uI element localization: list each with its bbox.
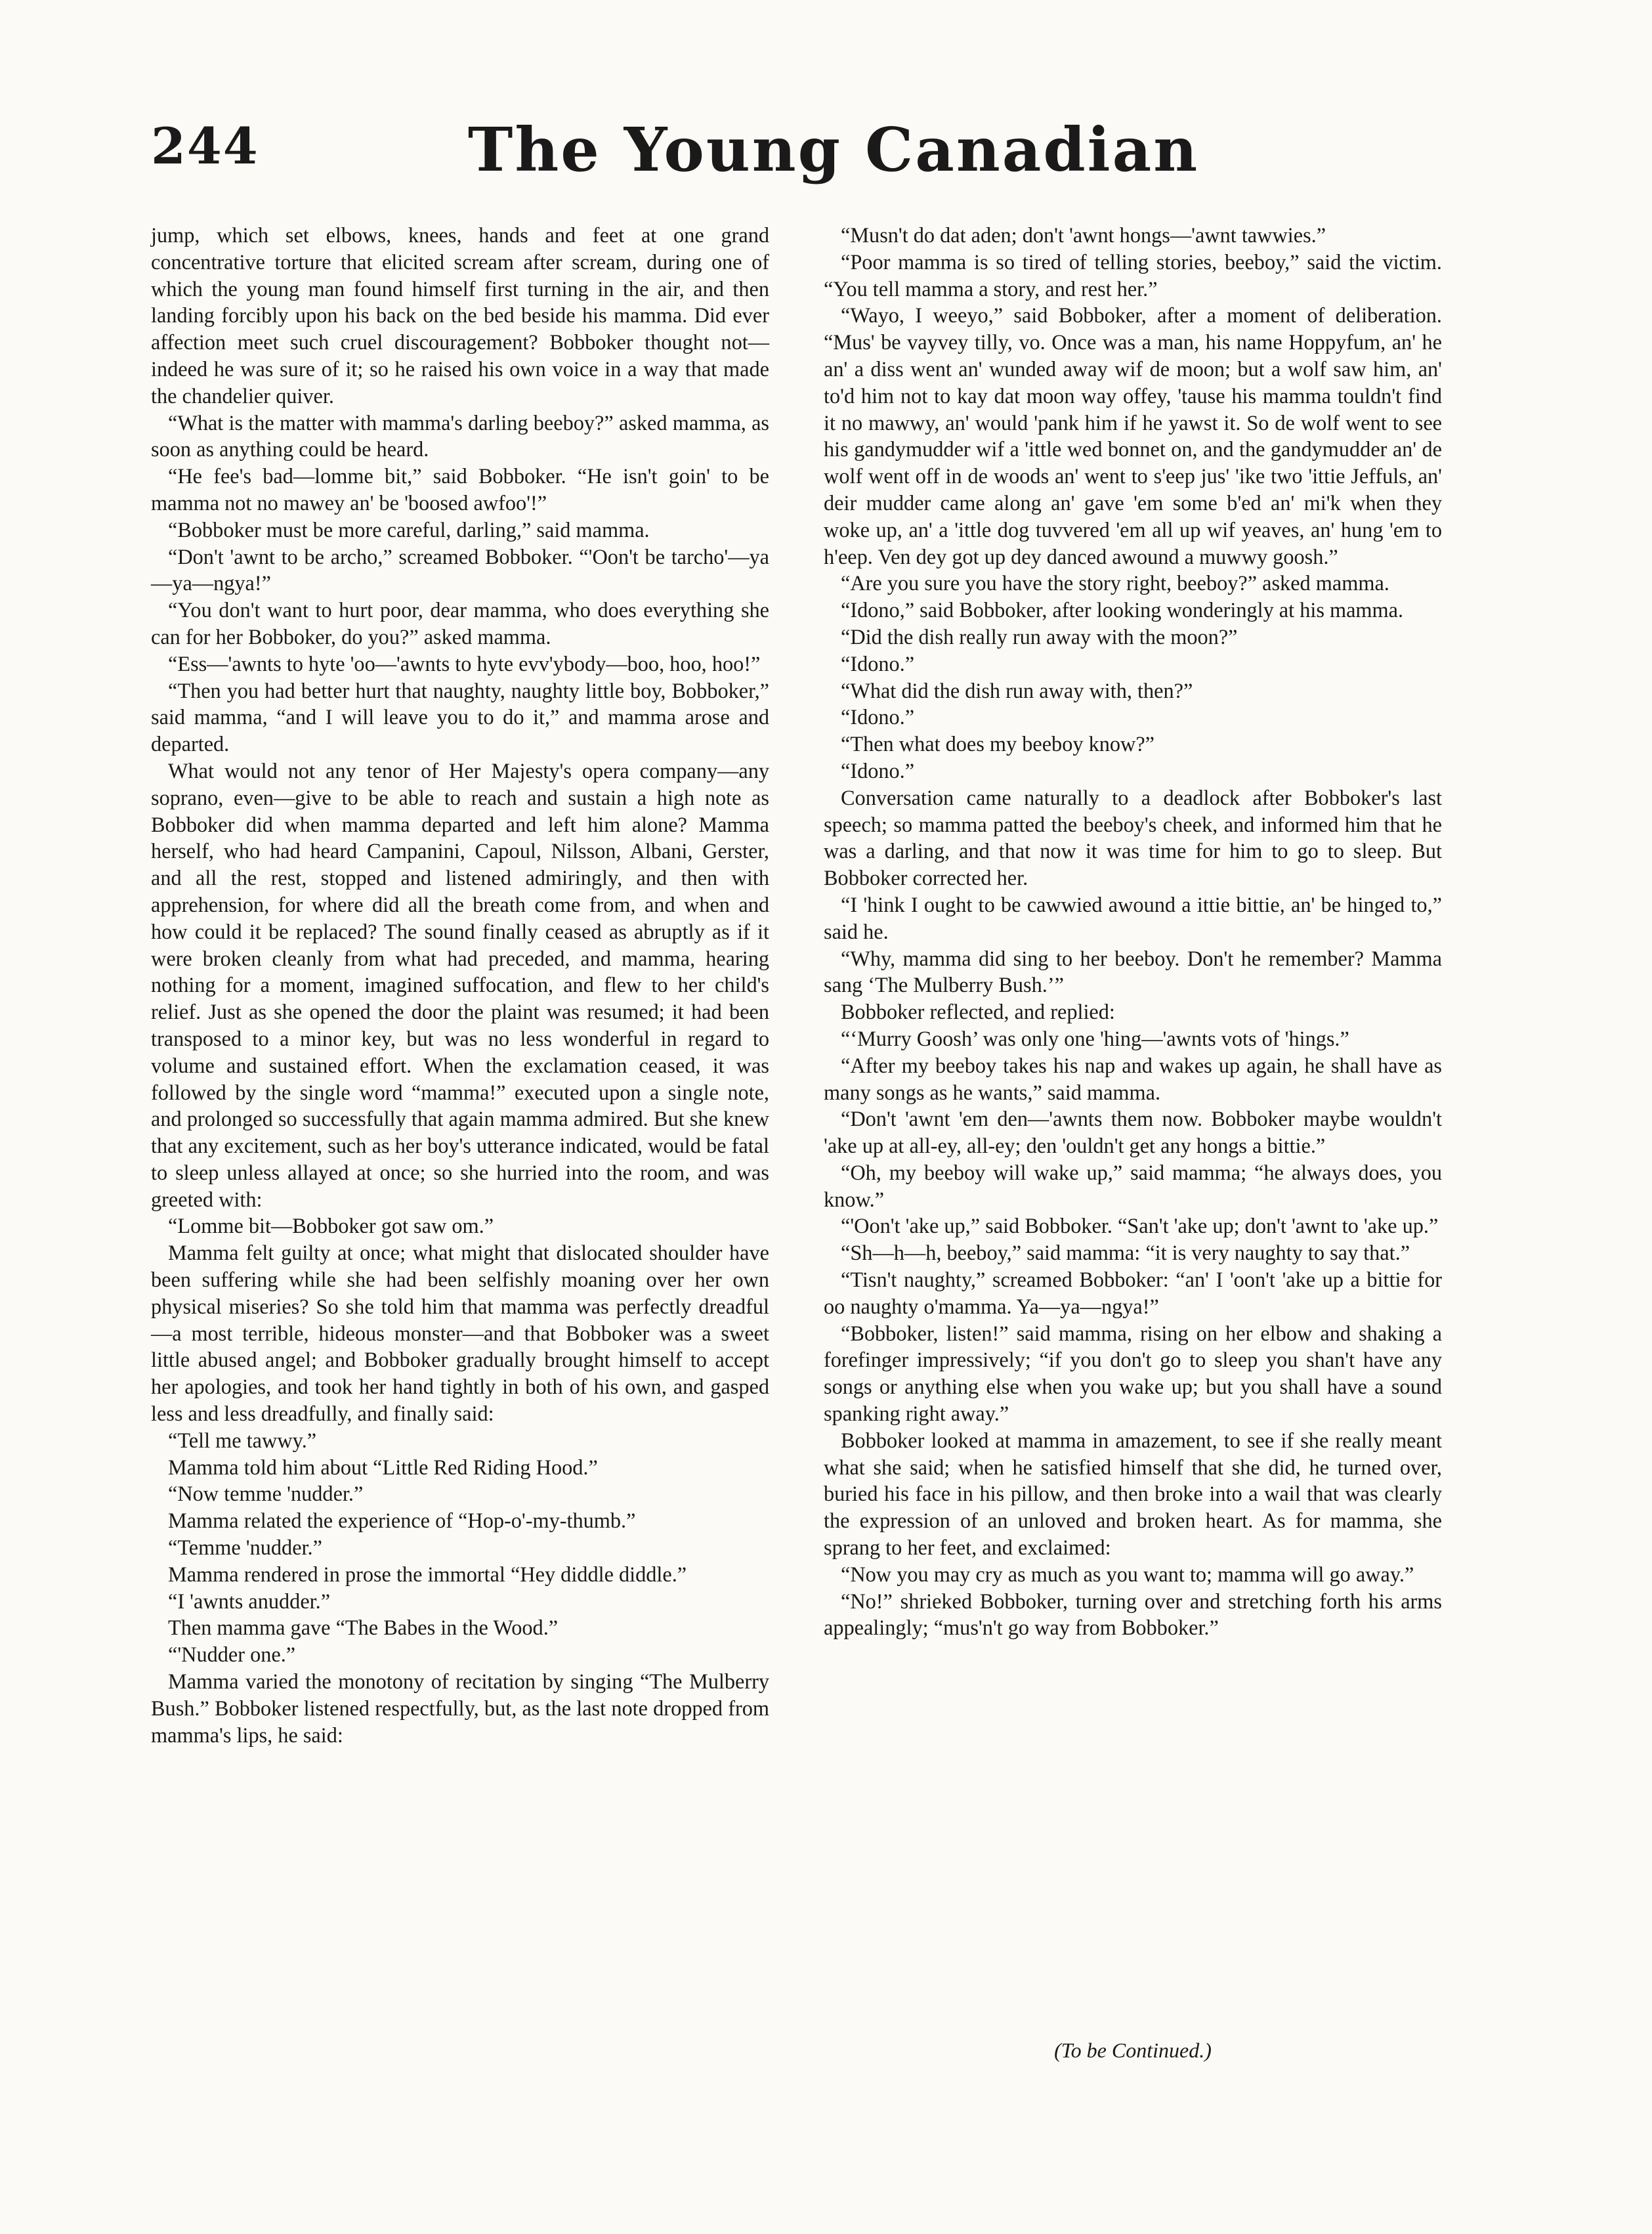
paragraph: “Don't 'awnt to be archo,” screamed Bobboker. “'Oon't be tarcho'—ya—ya—ngya!” <box>151 544 769 595</box>
paragraph: “'Nudder one.” <box>168 1643 296 1667</box>
paragraph: “Idono,” said Bobboker, after looking wonderingly at his mamma. <box>841 598 1404 622</box>
paragraph: “You don't want to hurt poor, dear mamma, who does everything she can for her Bobboker, do you?” asked mamma. <box>151 598 769 649</box>
paragraph: “I 'awnts anudder.” <box>168 1589 331 1613</box>
paragraph: Conversation came naturally to a deadlock after Bobboker's last speech; so mamma patted the beeboy's cheek, and informed him that he was a darling, and that now it was time for him to go to sleep. But Bobboker corrected her. <box>824 785 1442 890</box>
paragraph: “I 'hink I ought to be cawwied awound a ittie bittie, an' be hinged to,” said he. <box>824 892 1442 943</box>
paragraph: “‘Murry Goosh’ was only one 'hing—'awnts vots of 'hings.” <box>841 1026 1349 1050</box>
paragraph: Then mamma gave “The Babes in the Wood.” <box>168 1616 559 1640</box>
paragraph: jump, which set elbows, knees, hands and feet at one grand concentrative torture that elicited scream after scream, during one of which the young man found himself first turning in the air, and then landing forcibly upon his back on the bed beside his mamma. Did ever affection meet such cruel discouragement? Bobboker thought not—indeed he was sure of it; so he raised his own voice in a way that made the chandelier quiver. <box>151 223 769 408</box>
paragraph: “Don't 'awnt 'em den—'awnts them now. Bobboker maybe wouldn't 'ake up at all-ey, all-ey; den 'ouldn't get any hongs a bittie.” <box>824 1107 1442 1158</box>
paragraph: “Idono.” <box>841 758 915 783</box>
paragraph: “He fee's bad—lomme bit,” said Bobboker. “He isn't goin' to be mamma not no mawey an' be 'boosed awfoo'!” <box>151 464 769 515</box>
paragraph: What would not any tenor of Her Majesty's opera company—any soprano, even—give to be able to reach and sustain a high note as Bobboker did when mamma departed and left him alone? Mamma herself, who had heard Campanini, Capoul, Nilsson, Albani, Gerster, and all the rest, stopped and listened admiringly, and then with apprehension, for where did all the breath come from, and when and how could it be replaced? The sound finally ceased as abruptly as if it were broken cleanly from what had preceded, and mamma, hearing nothing for a moment, imagined suffocation, and flew to her child's relief. Just as she opened the door the plaint was resumed; it had been transposed to a minor key, but was no less wonderful in regard to volume and sustained effort. When the exclamation ceased, it was followed by the single word “mamma!” executed upon a single note, and prolonged so successfully that again mamma admired. But she knew that any excitement, such as her boy's utterance indicated, would be fatal to sleep unless allayed at once; so she hurried into the room, and was greeted with: <box>151 758 769 1211</box>
paragraph: “Why, mamma did sing to her beeboy. Don't he remember? Mamma sang ‘The Mulberry Bush.’” <box>824 946 1442 997</box>
paragraph: “'Oon't 'ake up,” said Bobboker. “San't 'ake up; don't 'awnt to 'ake up.” <box>841 1214 1439 1238</box>
paragraph: Mamma related the experience of “Hop-o'-my-thumb.” <box>168 1509 636 1533</box>
paragraph: “Musn't do dat aden; don't 'awnt hongs—'awnt tawwies.” <box>841 223 1326 247</box>
left-column <box>151 222 769 1748</box>
paragraph: “Wayo, I weeyo,” said Bobboker, after a moment of deliberation. “Mus' be vayvey tilly, vo. Once was a man, his name Hoppyfum, an' he an' a diss went an' wunded away wif de moon; but a wolf saw him, an' to'd him not to kay dat moon way offey, 'tause his mamma touldn't find it no mawwy, an' would 'pank him if he yawst it. So de wolf went to see his gandymudder wif a 'ittle wed bonnet on, and the gandymudder an' de wolf went off in de woods an' went to s'eep jus' 'ike two 'ittie Jeffuls, an' deir mudder came along an' gave 'em some b'ed an' mi'k when they woke up, an' a 'ittle dog tuvvered 'em all up wif yeaves, an' hung 'em to h'eep. Ven dey got up dey danced awound a muwwy goosh.” <box>824 303 1442 569</box>
paragraph: “Did the dish really run away with the moon?” <box>841 624 1238 649</box>
paragraph: “Poor mamma is so tired of telling stories, beeboy,” said the victim. “You tell mamma a story, and rest her.” <box>824 249 1442 301</box>
paragraph: Bobboker looked at mamma in amazement, to see if she really meant what she said; when he satisfied himself that she did, he turned over, buried his face in his pillow, and then broke into a wail that was clearly the expression of an unloved and broken heart. As for mamma, she sprang to her feet, and exclaimed: <box>824 1428 1442 1560</box>
paragraph: “What did the dish run away with, then?” <box>841 678 1193 702</box>
paragraph: Bobboker reflected, and replied: <box>841 1000 1115 1024</box>
paragraph: “Ess—'awnts to hyte 'oo—'awnts to hyte evv'ybody—boo, hoo, hoo!” <box>168 651 761 676</box>
paragraph: “Lomme bit—Bobboker got saw om.” <box>168 1214 494 1238</box>
page-number: 244 <box>151 117 259 175</box>
paragraph: “Idono.” <box>841 651 915 676</box>
right-column <box>824 222 1442 1641</box>
paragraph: “Bobboker, listen!” said mamma, rising on her elbow and shaking a forefinger impressively; “if you don't go to sleep you shan't have any songs or anything else when you wake up; but you shall have a sound spanking right away.” <box>824 1321 1442 1426</box>
paragraph: “What is the matter with mamma's darling beeboy?” asked mamma, as soon as anything could be heard. <box>151 410 769 462</box>
paragraph: “After my beeboy takes his nap and wakes up again, he shall have as many songs as he wants,” said mamma. <box>824 1053 1442 1104</box>
paragraph: “No!” shrieked Bobboker, turning over and stretching forth his arms appealingly; “mus'n't go way from Bobboker.” <box>824 1589 1442 1640</box>
paragraph: Mamma rendered in prose the immortal “Hey diddle diddle.” <box>168 1562 687 1586</box>
paragraph: “Sh—h—h, beeboy,” said mamma: “it is very naughty to say that.” <box>841 1241 1410 1265</box>
paragraph: “Oh, my beeboy will wake up,” said mamma; “he always does, you know.” <box>824 1160 1442 1211</box>
to-be-continued-note: (To be Continued.) <box>1054 2038 1212 2062</box>
paragraph: “Now you may cry as much as you want to; mamma will go away.” <box>841 1562 1414 1586</box>
paragraph: “Then what does my beeboy know?” <box>841 732 1155 756</box>
paragraph: Mamma told him about “Little Red Riding Hood.” <box>168 1455 598 1479</box>
paragraph: “Temme 'nudder.” <box>168 1536 322 1560</box>
page-header <box>151 114 1516 189</box>
masthead-title: The Young Canadian <box>467 114 1200 185</box>
paragraph: “Idono.” <box>841 705 915 729</box>
paragraph: “Are you sure you have the story right, beeboy?” asked mamma. <box>841 571 1389 595</box>
paragraph: Mamma felt guilty at once; what might that dislocated shoulder have been suffering while she had been selfishly moaning over her own physical miseries? So she told him that mamma was perfectly dreadful—a most terrible, hideous monster—and that Bobboker was a sweet little abused angel; and Bobboker gradually brought himself to accept her apologies, and took her hand tightly in both of his own, and gasped less and less dreadfully, and finally said: <box>151 1241 769 1426</box>
paragraph: “Bobboker must be more careful, darling,” said mamma. <box>168 517 650 542</box>
paragraph: Mamma varied the monotony of recitation by singing “The Mulberry Bush.” Bobboker listened respectfully, but, as the last note dropped from mamma's lips, he said: <box>151 1669 769 1747</box>
paragraph: “Tell me tawwy.” <box>168 1428 317 1452</box>
paragraph: “Then you had better hurt that naughty, naughty little boy, Bobboker,” said mamma, “and I will leave you to do it,” and mamma arose and departed. <box>151 678 769 756</box>
paragraph: “Tisn't naughty,” screamed Bobboker: “an' I 'oon't 'ake up a bittie for oo naughty o'mamma. Ya—ya—ngya!” <box>824 1268 1442 1318</box>
paragraph: “Now temme 'nudder.” <box>168 1482 364 1506</box>
